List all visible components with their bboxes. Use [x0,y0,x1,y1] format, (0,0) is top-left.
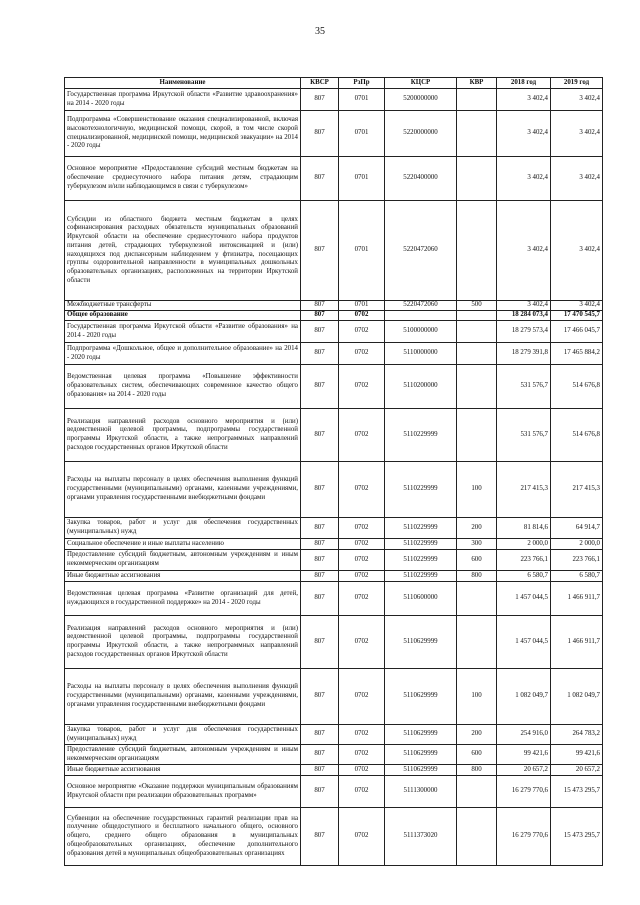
table-row [65,365,603,409]
cell-kcsr: 5110229999 [385,518,457,539]
cell-rzpr: 0702 [339,582,385,616]
cell-kvsr: 807 [301,365,339,409]
budget-table [64,77,603,866]
cell-2018: 531 576,7 [497,365,551,409]
table-row [65,571,603,582]
cell-kvsr: 807 [301,808,339,866]
cell-2018: 18 284 073,4 [497,311,551,321]
cell-kcsr: 5110229999 [385,462,457,518]
cell-2018: 16 279 770,6 [497,776,551,808]
cell-rzpr: 0701 [339,201,385,301]
table-row [65,343,603,365]
cell-kvr: 200 [457,518,497,539]
table-row [65,462,603,518]
cell-kvr: 200 [457,725,497,745]
cell-rzpr: 0702 [339,518,385,539]
cell-kvr [457,311,497,321]
cell-kvsr: 807 [301,311,339,321]
cell-2019: 6 580,7 [551,571,603,582]
cell-2019: 223 766,1 [551,550,603,571]
cell-kvr [457,409,497,462]
cell-kvsr: 807 [301,582,339,616]
cell-kvr: 300 [457,539,497,550]
cell-kcsr: 5111373020 [385,808,457,866]
cell-kvsr: 807 [301,571,339,582]
cell-kcsr: 5220472060 [385,301,457,311]
cell-kcsr: 5200000000 [385,89,457,111]
cell-2018: 16 279 770,6 [497,808,551,866]
cell-name: Государственная программа Иркутской области «Развитие здравоохранения» на 2014 - 2020 годы [65,89,301,111]
cell-rzpr: 0702 [339,616,385,669]
cell-kvr [457,157,497,201]
cell-name: Основное мероприятие «Предоставление субсидий местным бюджетам на обеспечение среднесуточного набора питания детям, страдающим туберкулезом и/или наблюдающимся в связи с туберкулезом» [65,157,301,201]
cell-kcsr: 5220400000 [385,157,457,201]
cell-rzpr: 0702 [339,365,385,409]
table-row [65,616,603,669]
table-row [65,765,603,776]
cell-kcsr: 5100000000 [385,321,457,343]
header-kvsr: КВСР [301,78,339,89]
cell-2019: 17 466 045,7 [551,321,603,343]
table-row [65,301,603,311]
cell-2019: 514 676,8 [551,365,603,409]
cell-kvr: 600 [457,745,497,765]
cell-kvr: 600 [457,550,497,571]
cell-rzpr: 0702 [339,669,385,725]
cell-kvsr: 807 [301,343,339,365]
cell-2019: 217 415,3 [551,462,603,518]
cell-name: Основное мероприятие «Оказание поддержки муниципальным образованиям Иркутской области при реализации образовательных программ» [65,776,301,808]
cell-name: Социальное обеспечение и иные выплаты населению [65,539,301,550]
cell-2019: 514 676,8 [551,409,603,462]
cell-2019: 264 783,2 [551,725,603,745]
cell-kvsr: 807 [301,550,339,571]
cell-kcsr: 5110229999 [385,550,457,571]
cell-name: Ведомственная целевая программа «Развитие организаций для детей, нуждающихся в государственной поддержке» на 2014 - 2020 годы [65,582,301,616]
cell-2019: 1 466 911,7 [551,616,603,669]
cell-name: Реализация направлений расходов основного мероприятия и (или) ведомственной целевой программы, подпрограммы государственной программы Иркутской области, а также непрограммных направлений расходов государственных органов Иркутской области [65,409,301,462]
cell-rzpr: 0702 [339,539,385,550]
cell-kcsr: 5110629999 [385,616,457,669]
cell-kvsr: 807 [301,321,339,343]
cell-name: Субсидии из областного бюджета местным бюджетам в целях софинансирования расходных обязательств муниципальных образований Иркутской области на обеспечение среднесуточного набора продуктов питания детей, страдающих туберкулезной интоксикацией и (или) находящихся под диспансерным наблюдением у фтизиатра, посещающих группы оздоровительной направленности в муниципальных дошкольных образовательных организациях, расположенных на территории Иркутской области [65,201,301,301]
cell-rzpr: 0702 [339,550,385,571]
cell-rzpr: 0702 [339,745,385,765]
cell-rzpr: 0701 [339,157,385,201]
header-2018: 2018 год [497,78,551,89]
cell-2018: 3 402,4 [497,89,551,111]
cell-kcsr: 5110200000 [385,365,457,409]
cell-kcsr: 5110229999 [385,571,457,582]
cell-kvr: 100 [457,462,497,518]
cell-2018: 1 082 049,7 [497,669,551,725]
cell-name: Реализация направлений расходов основного мероприятия и (или) ведомственной целевой программы, подпрограммы государственной программы Иркутской области, а также непрограммных направлений расходов государственных органов Иркутской области [65,616,301,669]
cell-2019: 20 657,2 [551,765,603,776]
cell-kvr [457,808,497,866]
cell-kvr: 500 [457,301,497,311]
cell-2019: 3 402,4 [551,301,603,311]
table-row [65,321,603,343]
cell-2018: 3 402,4 [497,157,551,201]
cell-2018: 2 000,0 [497,539,551,550]
cell-kcsr: 5110229999 [385,409,457,462]
cell-kvsr: 807 [301,409,339,462]
cell-2019: 3 402,4 [551,157,603,201]
cell-2019: 1 466 911,7 [551,582,603,616]
cell-name: Ведомственная целевая программа «Повышение эффективности образовательных систем, обеспечивающих современное качество общего образования» на 2014 - 2020 годы [65,365,301,409]
cell-name: Предоставление субсидий бюджетным, автономным учреждениям и иным некоммерческим организациям [65,745,301,765]
cell-rzpr: 0702 [339,765,385,776]
cell-name: Иные бюджетные ассигнования [65,571,301,582]
cell-name: Иные бюджетные ассигнования [65,765,301,776]
table-row [65,745,603,765]
cell-name: Расходы на выплаты персоналу в целях обеспечения выполнения функций государственными (муниципальными) органами, казенными учреждениями, органами управления государственными внебюджетными фондами [65,462,301,518]
cell-kvr [457,365,497,409]
cell-kcsr: 5110629999 [385,745,457,765]
cell-name: Расходы на выплаты персоналу в целях обеспечения выполнения функций государственными (муниципальными) органами, казенными учреждениями, органами управления государственными внебюджетными фондами [65,669,301,725]
cell-rzpr: 0702 [339,409,385,462]
cell-kcsr [385,311,457,321]
cell-name: Межбюджетные трансферты [65,301,301,311]
cell-kcsr: 5110000000 [385,343,457,365]
table-row [65,550,603,571]
cell-rzpr: 0702 [339,571,385,582]
cell-kvr: 800 [457,571,497,582]
cell-kvsr: 807 [301,157,339,201]
cell-2019: 17 470 545,7 [551,311,603,321]
cell-rzpr: 0702 [339,808,385,866]
cell-2019: 1 082 049,7 [551,669,603,725]
cell-name: Субвенции на обеспечение государственных гарантий реализации прав на получение общедоступного и бесплатного начального общего, основного общего, среднего общего образования в муниципальных общеобразовательных организациях, обеспечение дополнительного образования детей в муниципальных общеобразовательных организациях [65,808,301,866]
table-row [65,725,603,745]
cell-2018: 217 415,3 [497,462,551,518]
table-row [65,582,603,616]
cell-rzpr: 0702 [339,776,385,808]
cell-2018: 3 402,4 [497,201,551,301]
cell-2018: 18 279 391,8 [497,343,551,365]
table-row [65,201,603,301]
cell-rzpr: 0702 [339,725,385,745]
cell-2019: 99 421,6 [551,745,603,765]
header-2019: 2019 год [551,78,603,89]
cell-2018: 531 576,7 [497,409,551,462]
cell-kvsr: 807 [301,301,339,311]
table-row [65,409,603,462]
cell-kvr [457,89,497,111]
cell-kvsr: 807 [301,518,339,539]
table-row [65,669,603,725]
cell-kvsr: 807 [301,669,339,725]
cell-kvsr: 807 [301,201,339,301]
cell-rzpr: 0702 [339,343,385,365]
cell-2019: 17 465 884,2 [551,343,603,365]
cell-kvsr: 807 [301,725,339,745]
cell-2018: 3 402,4 [497,301,551,311]
cell-2019: 3 402,4 [551,111,603,157]
cell-kvsr: 807 [301,539,339,550]
page-number: 35 [315,26,325,37]
cell-kvr: 100 [457,669,497,725]
cell-kcsr: 5111300000 [385,776,457,808]
table-row [65,111,603,157]
cell-kvr [457,321,497,343]
cell-2019: 15 473 295,7 [551,776,603,808]
cell-kvsr: 807 [301,462,339,518]
cell-2018: 3 402,4 [497,111,551,157]
table-row [65,808,603,866]
cell-kvsr: 807 [301,765,339,776]
cell-name: Подпрограмма «Дошкольное, общее и дополнительное образование» на 2014 - 2020 годы [65,343,301,365]
cell-name: Общее образование [65,311,301,321]
cell-2019: 2 000,0 [551,539,603,550]
cell-kcsr: 5110629999 [385,725,457,745]
cell-name: Предоставление субсидий бюджетным, автономным учреждениям и иным некоммерческим организациям [65,550,301,571]
cell-2018: 99 421,6 [497,745,551,765]
cell-kcsr: 5110600000 [385,582,457,616]
table-row [65,776,603,808]
cell-2018: 1 457 044,5 [497,582,551,616]
header-rzpr: РзПр [339,78,385,89]
cell-2018: 254 916,0 [497,725,551,745]
cell-kvr [457,343,497,365]
cell-kvsr: 807 [301,616,339,669]
cell-kcsr: 5220472060 [385,201,457,301]
table-body [65,89,603,866]
table-header-row [65,78,603,89]
header-kcsr: КЦСР [385,78,457,89]
table-row [65,539,603,550]
table-row [65,157,603,201]
cell-kvr [457,201,497,301]
cell-2019: 3 402,4 [551,201,603,301]
cell-kvsr: 807 [301,89,339,111]
header-name: Наименование [65,78,301,89]
cell-rzpr: 0701 [339,301,385,311]
cell-kcsr: 5220000000 [385,111,457,157]
cell-kcsr: 5110629999 [385,669,457,725]
cell-2018: 1 457 044,5 [497,616,551,669]
cell-name: Подпрограмма «Совершенствование оказания специализированной, включая высокотехнологичную, медицинской помощи, скорой, в том числе скорой специализированной, медицинской помощи, медицинской эвакуации» на 2014 - 2020 годы [65,111,301,157]
table-row [65,89,603,111]
cell-2018: 18 279 573,4 [497,321,551,343]
cell-name: Государственная программа Иркутской области «Развитие образования» на 2014 - 2020 годы [65,321,301,343]
cell-2018: 6 580,7 [497,571,551,582]
cell-2018: 223 766,1 [497,550,551,571]
cell-rzpr: 0701 [339,111,385,157]
cell-kcsr: 5110629999 [385,765,457,776]
cell-2018: 20 657,2 [497,765,551,776]
cell-2019: 3 402,4 [551,89,603,111]
cell-rzpr: 0701 [339,89,385,111]
cell-kvr [457,616,497,669]
table-row [65,311,603,321]
cell-rzpr: 0702 [339,462,385,518]
cell-kvsr: 807 [301,111,339,157]
cell-kcsr: 5110229999 [385,539,457,550]
header-kvr: КВР [457,78,497,89]
cell-kvr [457,111,497,157]
cell-name: Закупка товаров, работ и услуг для обеспечения государственных (муниципальных) нужд [65,518,301,539]
cell-kvr: 800 [457,765,497,776]
cell-rzpr: 0702 [339,311,385,321]
cell-rzpr: 0702 [339,321,385,343]
cell-kvr [457,776,497,808]
cell-kvsr: 807 [301,776,339,808]
cell-2018: 81 814,6 [497,518,551,539]
cell-name: Закупка товаров, работ и услуг для обеспечения государственных (муниципальных) нужд [65,725,301,745]
cell-kvsr: 807 [301,745,339,765]
cell-kvr [457,582,497,616]
cell-2019: 64 914,7 [551,518,603,539]
table-row [65,518,603,539]
cell-2019: 15 473 295,7 [551,808,603,866]
